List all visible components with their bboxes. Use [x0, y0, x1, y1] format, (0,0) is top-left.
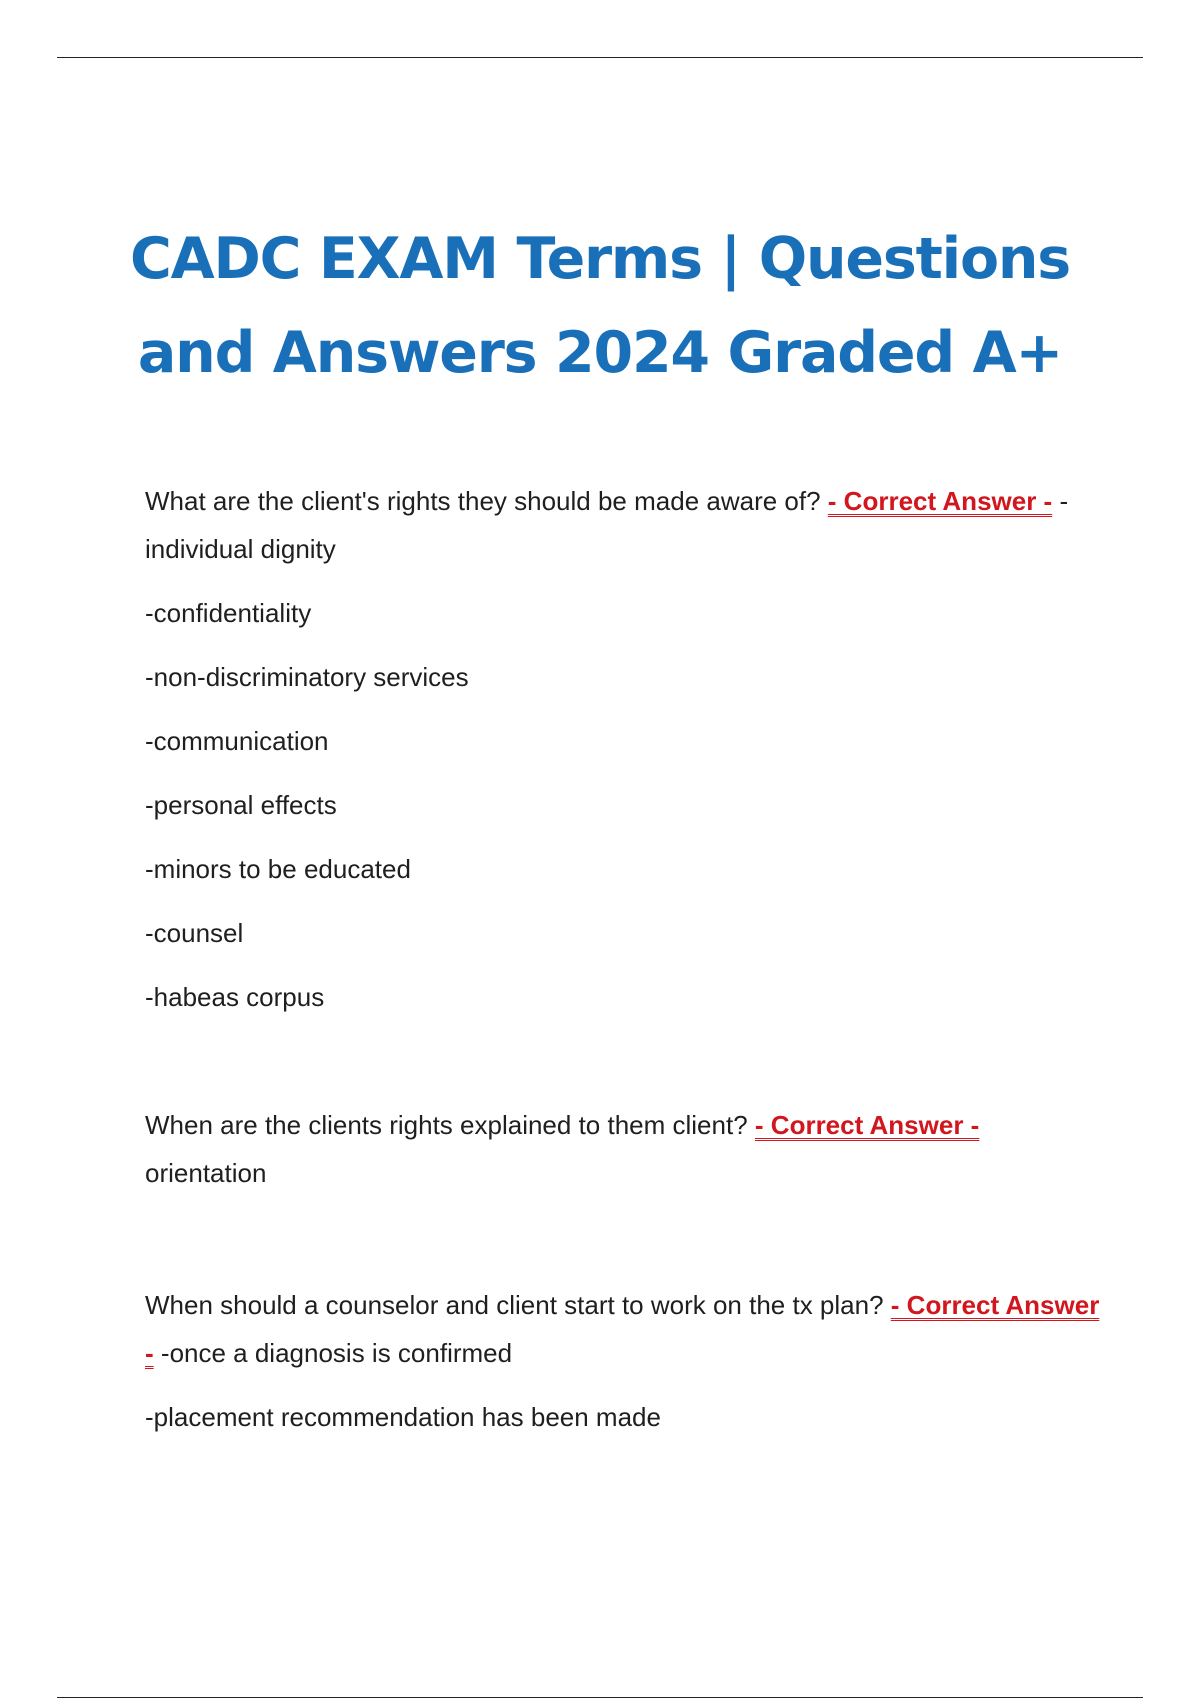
answer-item: -minors to be educated	[145, 854, 411, 884]
correct-answer-tag: - Correct Answer -	[827, 486, 1053, 516]
qa-item-2	[145, 1101, 1105, 1197]
spacer	[145, 1021, 1105, 1101]
answer-item: -placement recommendation has been made	[145, 1402, 661, 1432]
answer-item: -non-discriminatory services	[145, 662, 469, 692]
question-text: When are the clients rights explained to them client?	[145, 1110, 748, 1140]
answer-text: orientation	[145, 1158, 267, 1188]
top-rule	[57, 57, 1143, 58]
title-line-1: CADC EXAM Terms | Questions	[129, 226, 1071, 292]
qa-content	[145, 477, 1105, 1441]
qa-2-question-line	[145, 1101, 1105, 1197]
answer-item: -communication	[145, 726, 329, 756]
qa-item-3	[145, 1281, 1105, 1441]
answer-item: -confidentiality	[145, 598, 312, 628]
answer-text: -individual dignity	[145, 486, 1069, 564]
answer-item: -personal effects	[145, 790, 337, 820]
question-text: When should a counselor and client start to work on the tx plan?	[145, 1290, 884, 1320]
answer-text: -once a diagnosis is confirmed	[160, 1338, 513, 1368]
spacer	[145, 1197, 1105, 1281]
answer-item: -counsel	[145, 918, 244, 948]
answer-item: -habeas corpus	[145, 982, 325, 1012]
title-line-2: and Answers 2024 Graded A+	[137, 320, 1063, 386]
qa-1-question-line	[145, 477, 1105, 573]
correct-answer-tag: - Correct Answer -	[145, 1290, 1100, 1368]
question-text: What are the client's rights they should be made aware of?	[145, 486, 821, 516]
document-title	[100, 212, 1100, 400]
qa-3-question-line	[145, 1281, 1105, 1377]
correct-answer-tag: - Correct Answer -	[754, 1110, 980, 1140]
bottom-rule	[57, 1697, 1143, 1698]
qa-item-1	[145, 477, 1105, 1021]
